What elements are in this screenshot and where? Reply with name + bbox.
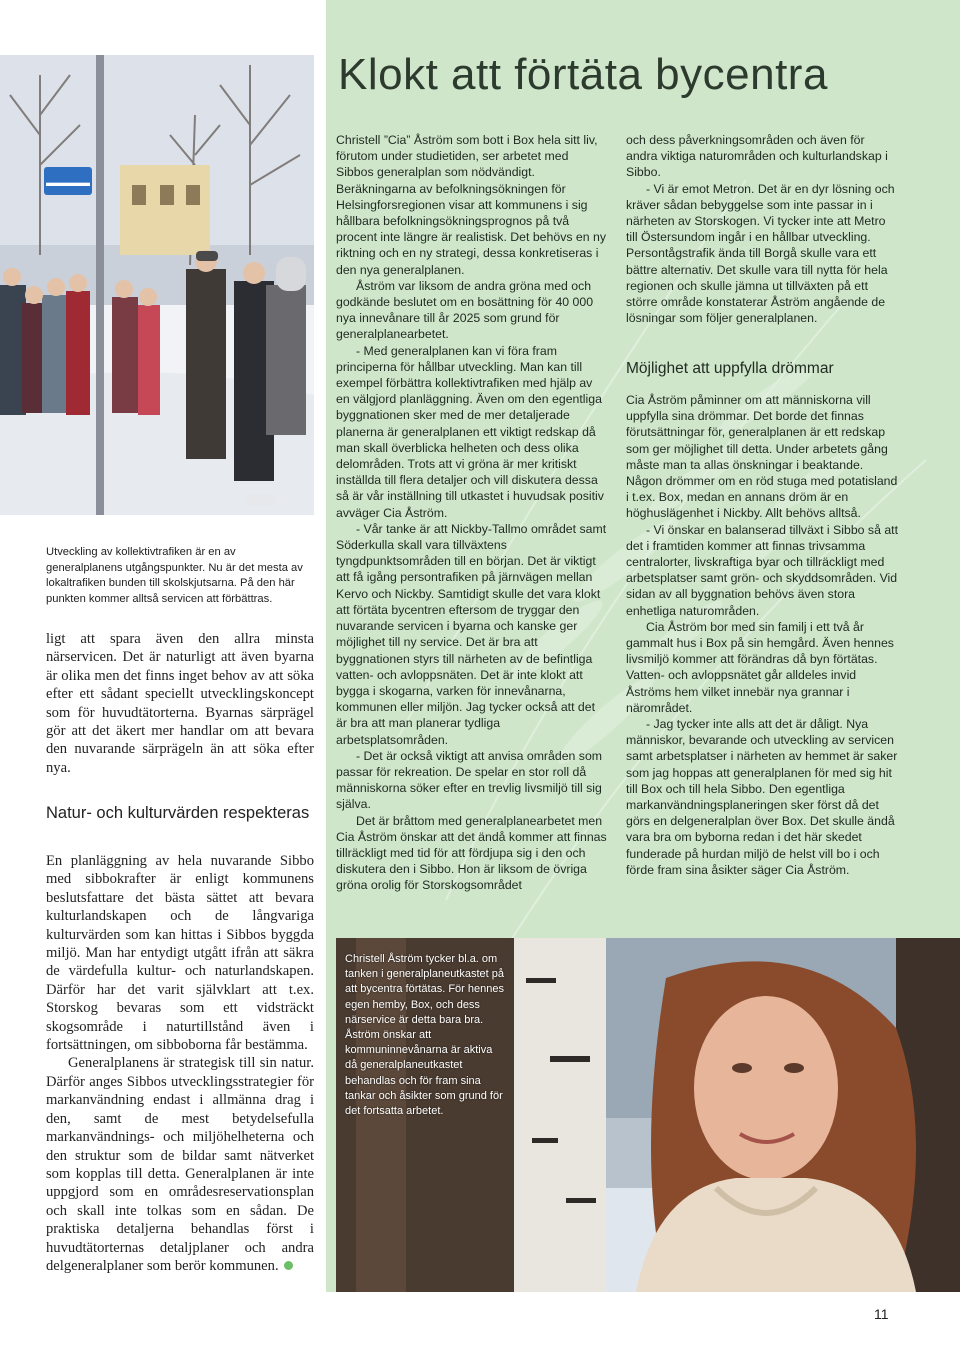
photo-caption-portrait: Christell Åström tycker bl.a. om tanken i generalplaneutkastet på att bycentra förtätas. För hennes egen hemby, Box, och dess närservice är detta bara bra. Åström önskar att kommuninnevånarna är aktiva då generalplaneutkastet behandlas och för fram sina tankar och åsikter som grund för det fortsatta arbetet. bbox=[345, 953, 505, 1118]
article-headline: Klokt att förtäta bycentra bbox=[338, 50, 828, 99]
page-number: 11 bbox=[874, 1306, 889, 1322]
paragraph: Cia Åström bor med sin familj i ett två år gammalt hus i Box på sin hemgård. Även hennes livsmiljö kommer att förändras då byn förtätas. Vatten- och avloppsnätet går alldeles invid Åströms hem vilket innebär nya grannar i närområdet. bbox=[626, 619, 894, 715]
paragraph: - Jag tycker inte alls att det är dåligt. Nya människor, bevarande och utveckling av servicen samt arbetsplatser i närheten av hemmet är saker som jag hoppas att generalplanen för med sig hit till Box och till hela Sibbo. Den egentliga markanvändningsplaneringen sker först då det görs en delgeneralplan över Box. Det skulle ändå vara bra om byborna redan i det här skedet funderade på hurdan miljö de helst vill bo i och förde fram sina åsikter säger Cia Åström. bbox=[626, 717, 898, 877]
body-column-left-lower bbox=[46, 852, 314, 1275]
subheading-natur-kultur: Natur- och kulturvärden respekteras bbox=[46, 804, 310, 822]
photo-caption-top: Utveckling av kollektivtrafiken är en av generalplanens utgångspunkter. Nu är det mesta av lokaltrafiken bunden till skolskjutsarna. På den här punkten kommer alltså servicen att förbättras. bbox=[46, 546, 303, 605]
body-column-right-upper bbox=[626, 132, 898, 326]
end-of-article-dot-icon bbox=[284, 1261, 293, 1270]
paragraph: Åström var liksom de andra gröna med och godkände beslutet om en bosättning för 40 000 nya innevånare till år 2025 som grund för generalplanearbetet. bbox=[336, 278, 594, 342]
paragraph: och dess påverkningsområden och även för andra viktiga naturområden och kulturlandskap i Sibbo. bbox=[626, 133, 888, 180]
paragraph: - Det är också viktigt att anvisa områden som passar för rekreation. De spelar en stor roll då människorna söker efter en trevlig livsmiljö till sig själva. bbox=[336, 748, 603, 812]
body-column-right-lower bbox=[626, 392, 898, 878]
photo-bus-stop-crowd bbox=[0, 55, 314, 515]
paragraph: ligt att spara även den allra minsta närservicen. Det är naturligt att även byarna är olika men det finns inget behov av att söka efter ett sådant speciellt utvecklingskoncept som för huvudtätorterna. Byarnas särprägel gör att det äkert mer handlar om att bevara den nuvarande särprägeln än att söka efter nya. bbox=[46, 631, 314, 776]
paragraph: Cia Åström påminner om att människorna vill uppfylla sina drömmar. Det borde det finnas förutsättningar för, generalplanen är ett redskap som ger möjlighet till detta. Under arbetets gång måste man ta allas önskningar i beaktande. Någon drömmer om en röd stuga med potatisland i t.ex. Box, medan en annans dröm är en höghuslägenhet i Nickby. Allt behövs alltså. bbox=[626, 393, 898, 521]
body-column-left-upper bbox=[46, 630, 314, 777]
paragraph: - Vi önskar en balanserad tillväxt i Sibbo så att det i framtiden kommer att finnas trivsamma centralorter, livskraftiga byar och tillräckligt med arbetsplatser samt grön- och skyddsområden. Vid sidan av all byggnation behövs även stora enhetliga naturområden. bbox=[626, 522, 898, 618]
paragraph: - Vi är emot Metron. Det är en dyr lösning och kräver sådan bebyggelse som inte passar in i närheten av Storskogen. Vi tycker inte att Metro till Östersundom ingår i en hållbar utveckling. Persontågstrafik ända till Borgå skulle vara ett bättre alternativ. Det skulle vara till nytta för hela regionen och skulle jämna ut tillväxten på ett större område konstaterar Åström angående de lösningar som följer generalplanen. bbox=[626, 181, 895, 326]
paragraph: Det är bråttom med generalplanearbetet men Cia Åström önskar att det ändå kommer att finnas tillräckligt med tid för att fördjupa sig i den och diskutera den i Sibbo. Hon är liksom de övriga gröna orolig för Storskogsområdet bbox=[336, 813, 607, 893]
paragraph: Generalplanens är strategisk till sin natur. Därför anges Sibbos utvecklingsstrategier för markanvändning endast i allmänna drag i den, samt de mest betydelsefulla markanvändnings- och miljöhelheterna och den struktur som de bildar samt nätverket som kopplas till detta. Generalplanen är inte uppgjord som en områdesreservationsplan och skall inte tolkas som en sådan. De praktiska detaljerna behandlas först i huvudtätorternas detaljplaner och andra delgeneralplaner som berör kommunen. bbox=[46, 1055, 314, 1274]
paragraph: - Vår tanke är att Nickby-Tallmo området samt Söderkulla skall vara tillväxtens tyngdpunktsområden till en början. Det är viktigt att få igång persontrafiken på järnvägen mellan Kervo och Nickby. Samtidigt skulle det vara klokt att förtäta bycentren eftersom de tryggar den nuvarande servicen i byarna och kanske ger möjlighet till ny service. Det är bra att byggnationen styrs till närheten av de befintliga vatten- och avloppsnäten. Det är inte klokt att bygga i skogarna, varken för innevånarna, kommunen eller miljön. Jag tycker också att det är bra att man planerar tydliga arbetsplatsområden. bbox=[336, 521, 607, 747]
bus-sign-text: ▬▬▬▬ bbox=[46, 177, 90, 189]
subheading-drommar: Möjlighet att uppfylla drömmar bbox=[626, 360, 834, 377]
body-column-middle bbox=[336, 132, 608, 894]
paragraph: Christell ”Cia” Åström som bott i Box hela sitt liv, förutom under studietiden, ser arbetet med Sibbos generalplan som nödvändigt. Beräkningarna av befolkningsökningen för Helsingforsregionen visar att kommunens i sig hållbara befolkningsökningsprognos på två procent inte längre är realistisk. Det behövs en ny riktning och en ny strategi, dessa konkretiseras i den nya generalplanen. bbox=[336, 133, 606, 277]
paragraph: En planläggning av hela nuvarande Sibbo med sibbokrafter är enligt kommunens beslutsfattare det bästa sättet att bevara kulturlandskapen och de långvariga kulturvärden som kan hittas i Sibbos byggda miljö. Man har entydigt utgått ifrån att säkra de värdefulla kultur- och naturlandskapen. Därför har det varit självklart att t.ex. Storskog bevaras som ett vidsträckt skogsområde i naturtillstånd även i fortsättningen, om sibboborna får bestämma. bbox=[46, 853, 314, 1054]
paragraph: - Med generalplanen kan vi föra fram principerna för hållbar utveckling. Man kan till exempel förbättra kollektivtrafiken med hjälp av en välgjord planläggning. Även om den egentliga byggnationen sker med de mer detaljerade planerna är generalplanen ett viktigt redskap då man skall överblicka helheten och dess olika delområden. Trots att vi gröna är mer kritiskt inställda till flera detaljer och vill diskutera dessa så är vår inställning till utkastet i huvudsak positiv avväger Cia Åström. bbox=[336, 343, 604, 520]
